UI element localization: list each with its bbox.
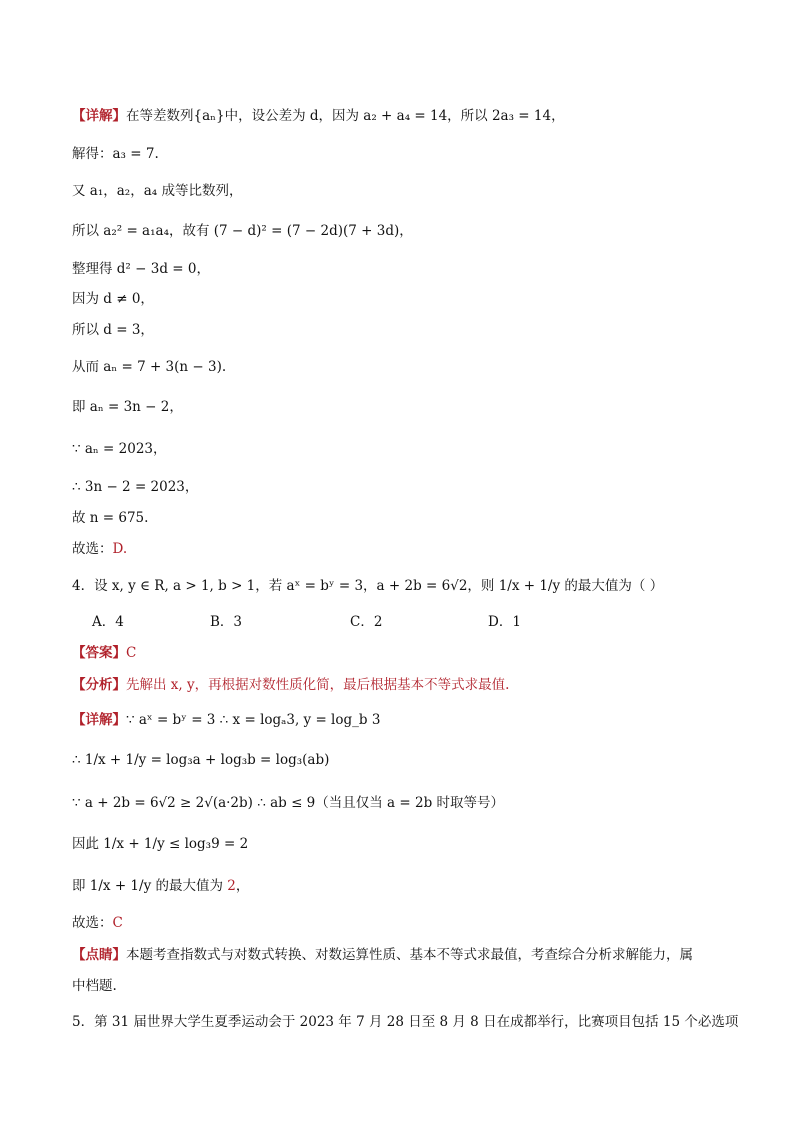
question-5: 5．第 31 届世界大学生夏季运动会于 2023 年 7 月 28 日至 8 月 8 日在成都举行，比赛项目包括 15 个必选项 [72,1014,739,1030]
choice-value-q4: C [112,915,123,931]
step-4-value: 2 [227,878,236,894]
analysis-line [72,675,509,695]
choice-prefix-q4: 故选： [72,915,113,931]
detail-tag: 【详解】 [72,108,126,124]
choice-line-q4 [72,913,123,933]
d-value-line: 所以 d = 3， [72,322,154,338]
analysis-tag: 【分析】 [72,677,126,693]
n-value-line: 故 n = 675. [72,510,149,526]
detail-tag-q4: 【详解】 [72,712,126,728]
general-term-simplified-line: 即 aₙ = 3n − 2， [72,399,183,415]
step-4 [72,876,249,896]
comment-text: 本题考查指数式与对数式转换、对数运算性质、基本不等式求最值，考查综合分析求解能力，属 [126,947,693,963]
comment-line [72,945,693,965]
option-a: A．4 [92,614,124,630]
option-c: C．2 [350,614,383,630]
step-3: 因此 1/x + 1/y ≤ log₃9 = 2 [72,836,249,852]
equation-line: 所以 a₂² = a₁a₄，故有 (7 − d)² = (7 − 2d)(7 + 3d)， [72,223,413,239]
detail-line-q4 [72,710,380,730]
given-line: ∵ aₙ = 2023， [72,441,167,457]
detail-text: 在等差数列{aₙ}中，设公差为 d，因为 a₂ + a₄ = 14，所以 2a₃ = 14， [126,108,565,124]
step-4-prefix: 即 1/x + 1/y 的最大值为 [72,878,228,894]
question-4: 4．设 x, y ∈ R, a > 1, b > 1，若 aˣ = bʸ = 3，a + 2b = 6√2，则 1/x + 1/y 的最大值为（ ） [72,578,664,594]
geometric-line: 又 a₁，a₂，a₄ 成等比数列， [72,183,243,199]
choice-prefix: 故选： [72,541,113,557]
analysis-text: 先解出 x, y，再根据对数性质化简，最后根据基本不等式求最值. [126,677,510,693]
option-d: D．1 [488,614,521,630]
choice-answer: D. [112,541,128,557]
answer-line [72,643,136,663]
comment-tag: 【点睛】 [72,947,126,963]
step-2: ∵ a + 2b = 6√2 ≥ 2√(a·2b) ∴ ab ≤ 9（当且仅当 a = 2b 时取等号） [72,795,505,811]
step-4-suffix: ， [235,878,250,894]
general-term-line: 从而 aₙ = 7 + 3(n − 3). [72,359,227,375]
d-nonzero-line: 因为 d ≠ 0， [72,291,154,307]
option-b: B．3 [210,614,243,630]
comment-line-2: 中档题. [72,978,117,994]
detail-text-q4: ∵ aˣ = bʸ = 3 ∴ x = logₐ3, y = log_b 3 [126,712,381,728]
therefore-line: ∴ 3n − 2 = 2023， [72,479,199,495]
step-1: ∴ 1/x + 1/y = log₃a + log₃b = log₃(ab) [72,752,330,768]
simplify-line: 整理得 d² − 3d = 0， [72,261,210,277]
answer-value: C [126,645,137,661]
detail-line-1 [72,106,565,126]
answer-tag: 【答案】 [72,645,126,661]
solve-line: 解得：a₃ = 7. [72,146,159,162]
choice-line-q3 [72,539,127,559]
